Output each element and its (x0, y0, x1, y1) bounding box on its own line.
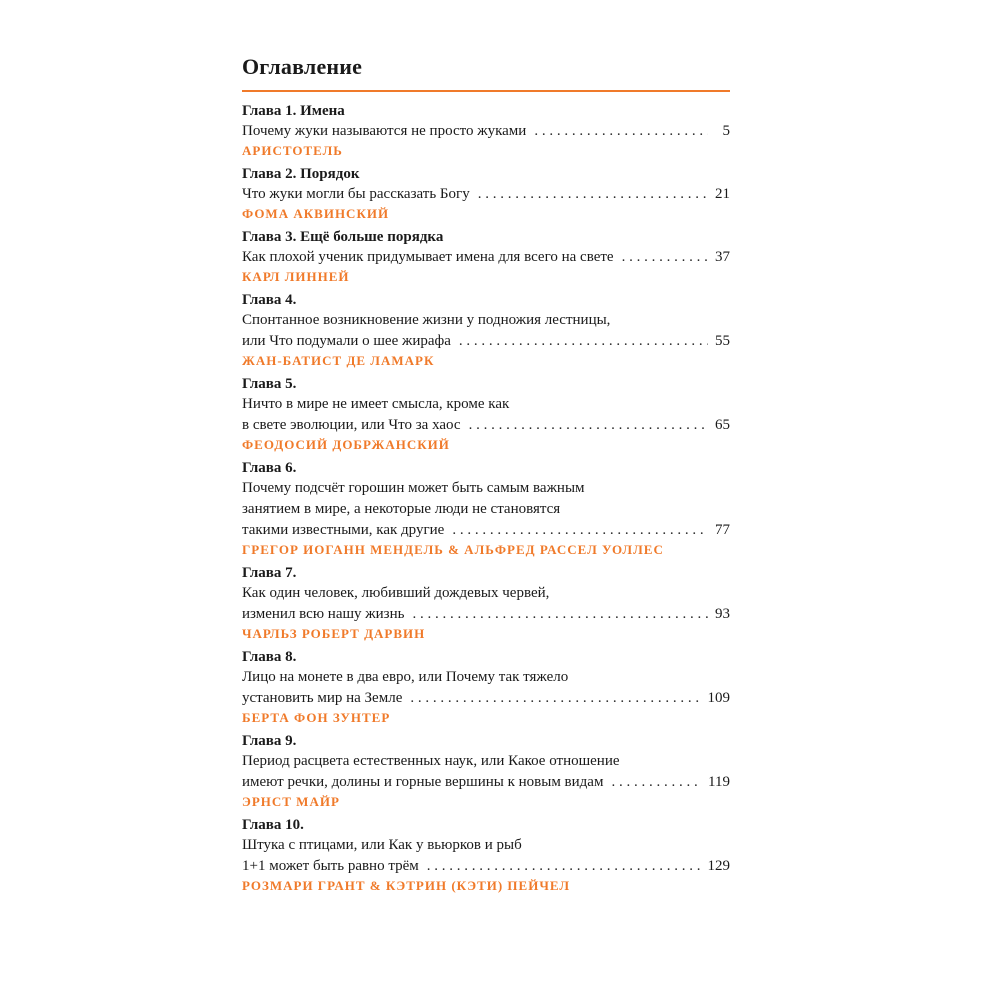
page-number: 93 (715, 606, 730, 622)
chapter-heading: Глава 2. Порядок (242, 166, 360, 182)
dot-leader (534, 121, 708, 142)
title-divider (242, 90, 730, 92)
chapter-heading: Глава 3. Ещё больше порядка (242, 229, 444, 245)
chapter-heading: Глава 1. Имена (242, 103, 345, 119)
page-number: 21 (715, 186, 730, 202)
chapter-title-row (242, 772, 730, 793)
chapter-author: ЖАН-БАТИСТ ДЕ ЛАМАРК (242, 353, 435, 368)
chapter-entry[interactable] (242, 228, 730, 286)
chapter-author: КАРЛ ЛИННЕЙ (242, 269, 350, 284)
dot-leader (478, 184, 708, 205)
chapter-title-row (242, 415, 730, 436)
chapter-author: АРИСТОТЕЛЬ (242, 143, 343, 158)
chapter-title-line: Как один человек, любивший дождевых червей, (242, 585, 550, 601)
page-title: Оглавление (242, 54, 363, 79)
dot-leader (412, 604, 708, 625)
chapter-title-line: Почему подсчёт горошин может быть самым важным (242, 480, 585, 496)
page-number: 129 (707, 858, 730, 874)
chapter-title-line: Штука с птицами, или Как у вьюрков и рыб (242, 837, 522, 853)
chapter-title-line: Лицо на монете в два евро, или Почему так тяжело (242, 669, 569, 685)
chapter-title-line: такими известными, как другие (242, 522, 445, 538)
chapter-list (242, 102, 730, 895)
chapter-heading: Глава 4. (242, 292, 297, 308)
chapter-entry[interactable] (242, 165, 730, 223)
chapter-title-line: Спонтанное возникновение жизни у подножия лестницы, (242, 312, 611, 328)
chapter-title-line: занятием в мире, а некоторые люди не становятся (242, 501, 561, 517)
dot-leader (622, 247, 708, 268)
chapter-title-line: Что жуки могли бы рассказать Богу (242, 186, 470, 202)
chapter-heading: Глава 10. (242, 817, 304, 833)
chapter-author: БЕРТА ФОН ЗУНТЕР (242, 710, 391, 725)
chapter-entry[interactable] (242, 816, 730, 895)
chapter-heading: Глава 9. (242, 733, 297, 749)
page-number: 55 (715, 333, 730, 349)
chapter-title-row (242, 520, 730, 541)
chapter-author: ФЕОДОСИЙ ДОБРЖАНСКИЙ (242, 437, 450, 452)
dot-leader (459, 331, 708, 352)
chapter-title-line: Ничто в мире не имеет смысла, кроме как (242, 396, 510, 412)
chapter-heading: Глава 7. (242, 565, 297, 581)
chapter-title-row (242, 604, 730, 625)
chapter-heading: Глава 6. (242, 460, 297, 476)
chapter-author: ЭРНСТ МАЙР (242, 794, 340, 809)
chapter-title-line: Период расцвета естественных наук, или Какое отношение (242, 753, 620, 769)
dot-leader (611, 772, 702, 793)
chapter-author: ФОМА АКВИНСКИЙ (242, 206, 390, 221)
dot-leader (410, 688, 701, 709)
chapter-entry[interactable] (242, 459, 730, 559)
chapter-title-line: имеют речки, долины и горные вершины к новым видам (242, 774, 604, 790)
dot-leader (469, 415, 708, 436)
table-of-contents (242, 52, 730, 900)
chapter-author: РОЗМАРИ ГРАНТ & КЭТРИН (КЭТИ) ПЕЙЧЕЛ (242, 878, 571, 893)
chapter-title-row (242, 331, 730, 352)
page-number: 109 (707, 690, 730, 706)
page-number: 65 (715, 417, 730, 433)
page-number: 119 (708, 774, 730, 790)
chapter-entry[interactable] (242, 648, 730, 727)
dot-leader (427, 856, 702, 877)
page-number: 37 (715, 249, 730, 265)
chapter-title-line: Как плохой ученик придумывает имена для всего на свете (242, 249, 614, 265)
chapter-title-line: Почему жуки называются не просто жуками (242, 123, 527, 139)
chapter-title-line: 1+1 может быть равно трём (242, 858, 419, 874)
chapter-title-row (242, 184, 730, 205)
chapter-title-row (242, 856, 730, 877)
chapter-entry[interactable] (242, 564, 730, 643)
chapter-title-row (242, 121, 730, 142)
page-number: 77 (715, 522, 730, 538)
chapter-entry[interactable] (242, 102, 730, 160)
chapter-title-line: установить мир на Земле (242, 690, 403, 706)
chapter-author: ЧАРЛЬЗ РОБЕРТ ДАРВИН (242, 626, 426, 641)
chapter-title-row (242, 247, 730, 268)
chapter-entry[interactable] (242, 732, 730, 811)
chapter-entry[interactable] (242, 291, 730, 370)
chapter-author: ГРЕГОР ИОГАНН МЕНДЕЛЬ & АЛЬФРЕД РАССЕЛ УОЛЛЕС (242, 542, 664, 557)
page-number: 5 (722, 123, 730, 139)
chapter-title-row (242, 688, 730, 709)
chapter-title-line: изменил всю нашу жизнь (242, 606, 405, 622)
chapter-entry[interactable] (242, 375, 730, 454)
chapter-heading: Глава 5. (242, 376, 297, 392)
dot-leader (452, 520, 708, 541)
chapter-heading: Глава 8. (242, 649, 297, 665)
chapter-title-line: или Что подумали о шее жирафа (242, 333, 451, 349)
chapter-title-line: в свете эволюции, или Что за хаос (242, 417, 461, 433)
